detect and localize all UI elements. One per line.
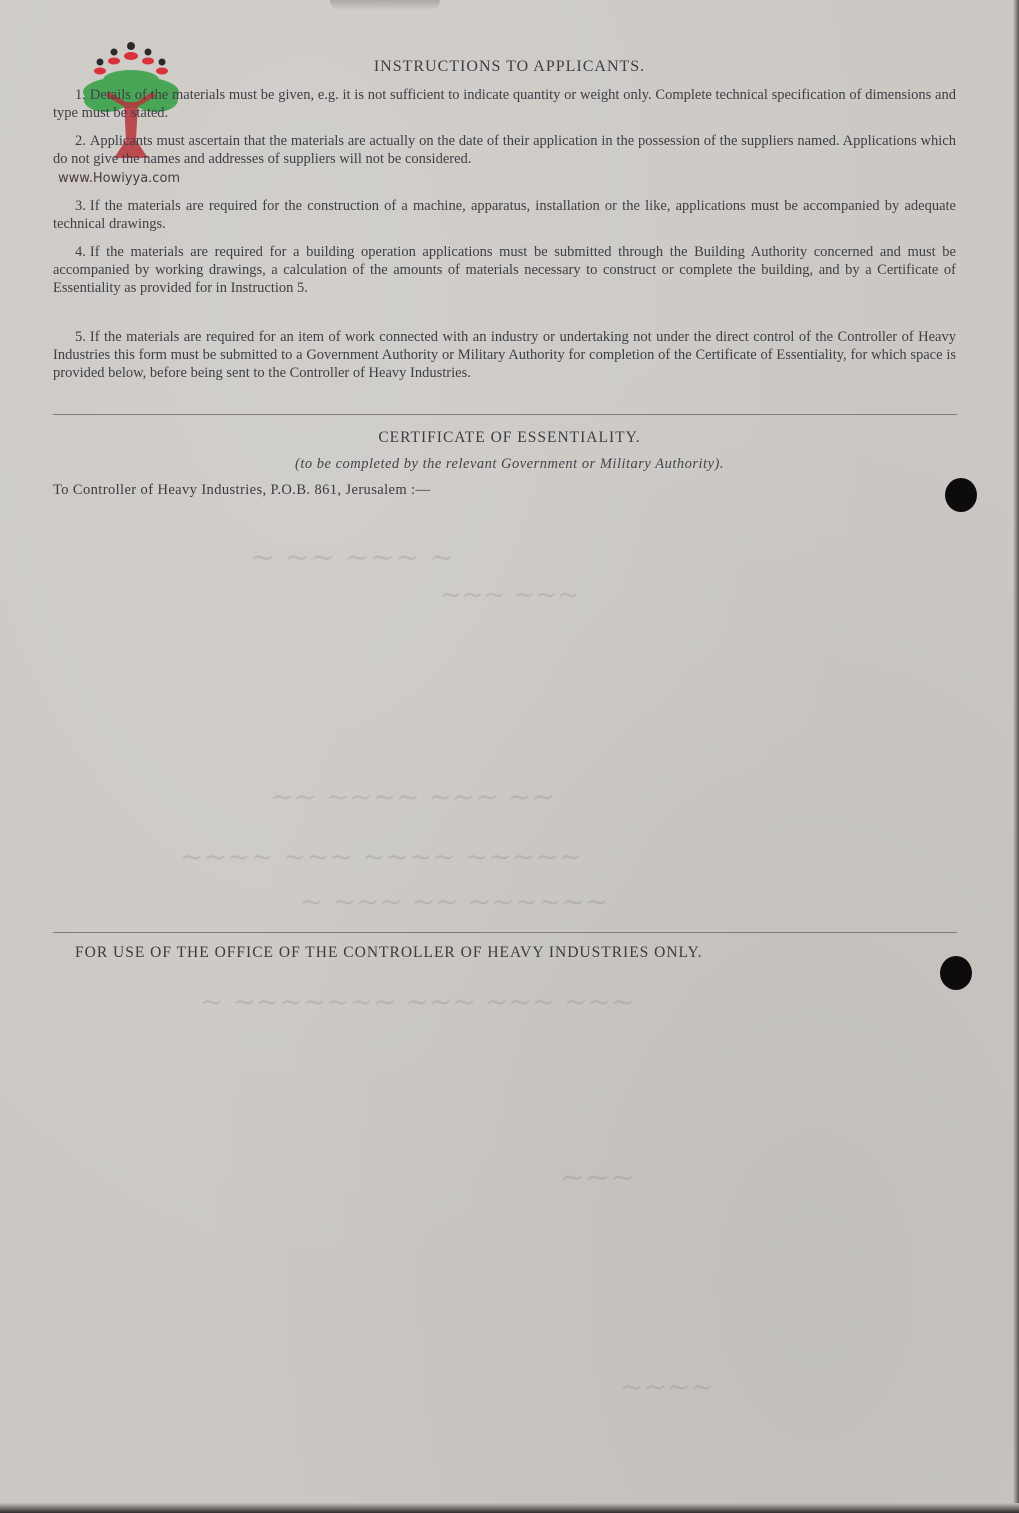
paper-tear <box>330 0 440 10</box>
instruction-number: 2. <box>75 133 86 149</box>
punch-hole <box>940 956 972 990</box>
show-through-handwriting: ~~~~ <box>620 1370 714 1403</box>
certificate-addressee: To Controller of Heavy Industries, P.O.B. 861, Jerusalem :— <box>53 482 431 498</box>
instruction-number: 1. <box>75 87 86 103</box>
instructions-title: INSTRUCTIONS TO APPLICANTS. <box>373 58 646 75</box>
show-through-handwriting: ~ ~~ ~~~ ~ <box>250 540 455 575</box>
instruction-number: 5. <box>75 329 86 345</box>
certificate-subtitle: (to be completed by the relevant Government or Military Authority). <box>295 456 724 472</box>
show-through-handwriting: ~ ~~~~~~~ ~~~ ~~~ ~~~ <box>200 985 635 1018</box>
watermark-url: www.Howiyya.com <box>58 171 181 186</box>
show-through-handwriting: ~~~ ~~~ <box>440 580 579 610</box>
instruction-item <box>53 132 956 168</box>
punch-hole <box>945 478 977 512</box>
page-edge-right <box>1013 0 1019 1513</box>
show-through-handwriting: ~~~ <box>560 1160 636 1195</box>
instruction-item <box>53 197 956 233</box>
instruction-item <box>53 86 956 122</box>
instruction-number: 4. <box>75 244 86 260</box>
certificate-title: CERTIFICATE OF ESSENTIALITY. <box>378 429 641 446</box>
page-edge-bottom <box>0 1503 1019 1513</box>
show-through-handwriting: ~~~~ ~~~ ~~~~ ~~~~~ <box>180 840 583 873</box>
show-through-handwriting: ~~ ~~~~ ~~~ ~~ <box>270 780 555 813</box>
instruction-item <box>53 328 956 382</box>
instruction-text: If the materials are required for an item of work connected with an industry or undertaking not under the direct control of the Controller of Heavy Industries this form must be submitted to a Government Authority or Military Authority for completion of the Certificate of Essentiality, for which space is provided below, before being sent to the Controller of Heavy Industries. <box>53 329 956 381</box>
instruction-text: Applicants must ascertain that the materials are actually on the date of their application in the possession of the suppliers named. Applications which do not give the names and addresses of suppliers will not be considered. <box>53 133 956 167</box>
instruction-item <box>53 243 956 297</box>
show-through-handwriting: ~ ~~~ ~~ ~~~~~~ <box>300 885 609 918</box>
section-divider <box>53 932 957 933</box>
section-divider <box>53 414 957 415</box>
instruction-text: Details of the materials must be given, e.g. it is not sufficient to indicate quantity or weight only. Complete technical specification of dimensions and type must be stated. <box>53 87 956 121</box>
instruction-text: If the materials are required for a building operation applications must be submitted through the Building Authority concerned and must be accompanied by working drawings, a calculation of the amounts of materials necessary to construct or complete the building, and by a Certificate of Essentiality as provided for in Instruction 5. <box>53 244 956 296</box>
instruction-number: 3. <box>75 198 86 214</box>
office-use-label: FOR USE OF THE OFFICE OF THE CONTROLLER OF HEAVY INDUSTRIES ONLY. <box>75 944 703 961</box>
instruction-text: If the materials are required for the construction of a machine, apparatus, installation or the like, applications must be accompanied by adequate technical drawings. <box>53 198 956 232</box>
